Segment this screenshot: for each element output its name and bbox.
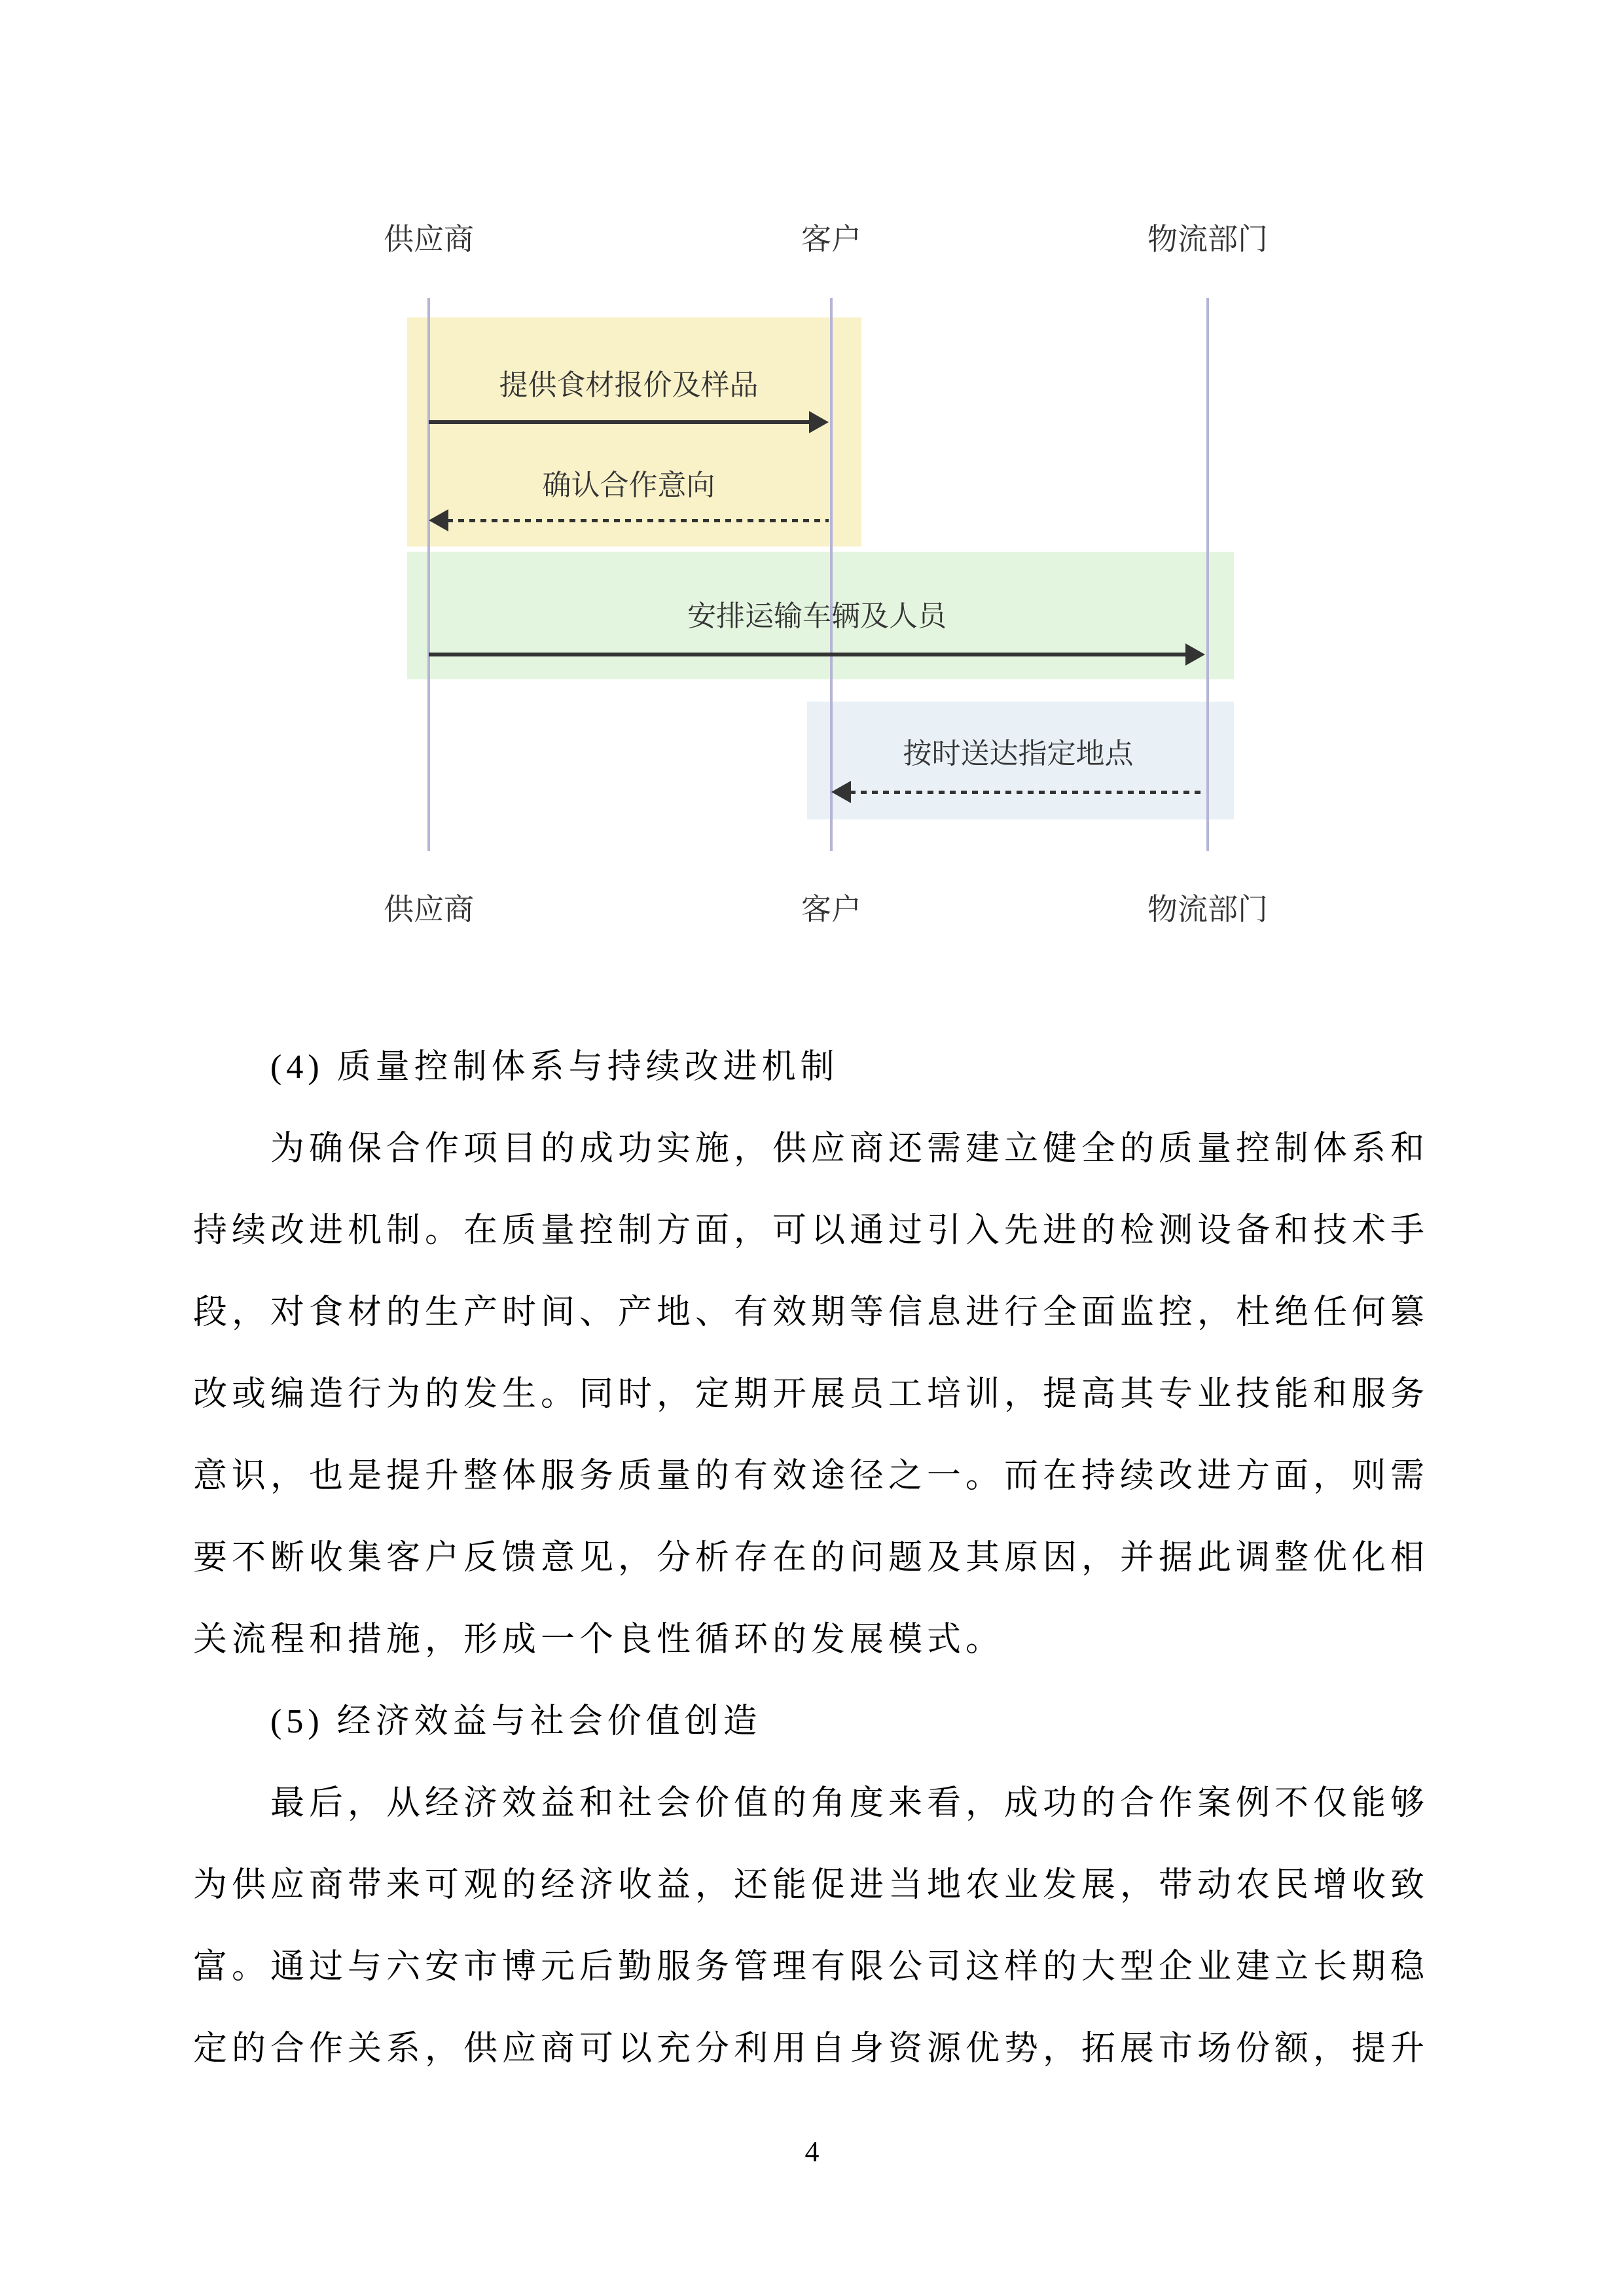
sequence-diagram bbox=[0, 0, 1624, 982]
paragraph-line: 要不断收集客户反馈意见，分析存在的问题及其原因，并据此调整优化相 bbox=[193, 1539, 1430, 1577]
arrowhead-icon bbox=[809, 411, 829, 433]
paragraph-line: 意识，也是提升整体服务质量的有效途径之一。而在持续改进方面，则需 bbox=[193, 1458, 1430, 1495]
lifeline-actor-0 bbox=[427, 298, 430, 851]
section-heading: (4) 质量控制体系与持续改进机制 bbox=[270, 1049, 839, 1086]
section-heading: (5) 经济效益与社会价值创造 bbox=[270, 1703, 762, 1740]
actor-label-bottom-2: 物流部门 bbox=[1147, 892, 1268, 926]
lifeline-actor-2 bbox=[1206, 298, 1209, 851]
arrowhead-icon bbox=[831, 781, 851, 803]
paragraph-line: 关流程和措施，形成一个良性循环的发展模式。 bbox=[193, 1621, 1005, 1659]
paragraph-line: 最后，从经济效益和社会价值的角度来看，成功的合作案例不仅能够 bbox=[270, 1785, 1430, 1822]
actor-label-bottom-0: 供应商 bbox=[384, 892, 474, 926]
message-line bbox=[447, 519, 829, 522]
message-arrow-1 bbox=[429, 509, 829, 531]
document-body bbox=[193, 1026, 1432, 2090]
actor-label-top-1: 客户 bbox=[801, 222, 861, 256]
message-label-2: 安排运输车辆及人员 bbox=[687, 600, 947, 632]
message-label-1: 确认合作意向 bbox=[542, 469, 715, 501]
page-number: 4 bbox=[804, 2136, 820, 2168]
paragraph-line: 定的合作关系，供应商可以充分利用自身资源优势，拓展市场份额，提升 bbox=[193, 2030, 1430, 2068]
paragraph-line: 持续改进机制。在质量控制方面，可以通过引入先进的检测设备和技术手 bbox=[193, 1212, 1430, 1249]
message-arrow-0 bbox=[429, 411, 829, 433]
arrowhead-icon bbox=[1185, 643, 1205, 666]
paragraph-line: 为供应商带来可观的经济收益，还能促进当地农业发展，带动农民增收致 bbox=[193, 1867, 1430, 1904]
paragraph-line: 富。通过与六安市博元后勤服务管理有限公司这样的大型企业建立长期稳 bbox=[193, 1948, 1430, 1986]
actor-label-bottom-1: 客户 bbox=[801, 892, 861, 926]
message-label-0: 提供食材报价及样品 bbox=[499, 369, 759, 401]
paragraph-line: 为确保合作项目的成功实施，供应商还需建立健全的质量控制体系和 bbox=[270, 1130, 1430, 1168]
message-label-3: 按时送达指定地点 bbox=[903, 738, 1134, 770]
message-line bbox=[429, 653, 1187, 656]
message-arrow-3 bbox=[831, 781, 1205, 803]
message-line bbox=[850, 791, 1205, 794]
lifeline-actor-1 bbox=[830, 298, 833, 851]
actor-label-top-2: 物流部门 bbox=[1147, 222, 1268, 256]
arrowhead-icon bbox=[429, 509, 448, 531]
actor-label-top-0: 供应商 bbox=[384, 222, 474, 256]
message-arrow-2 bbox=[429, 643, 1205, 666]
paragraph-line: 段，对食材的生产时间、产地、有效期等信息进行全面监控，杜绝任何篡 bbox=[193, 1294, 1430, 1331]
message-line bbox=[429, 420, 810, 424]
paragraph-line: 改或编造行为的发生。同时，定期开展员工培训，提高其专业技能和服务 bbox=[193, 1376, 1430, 1413]
